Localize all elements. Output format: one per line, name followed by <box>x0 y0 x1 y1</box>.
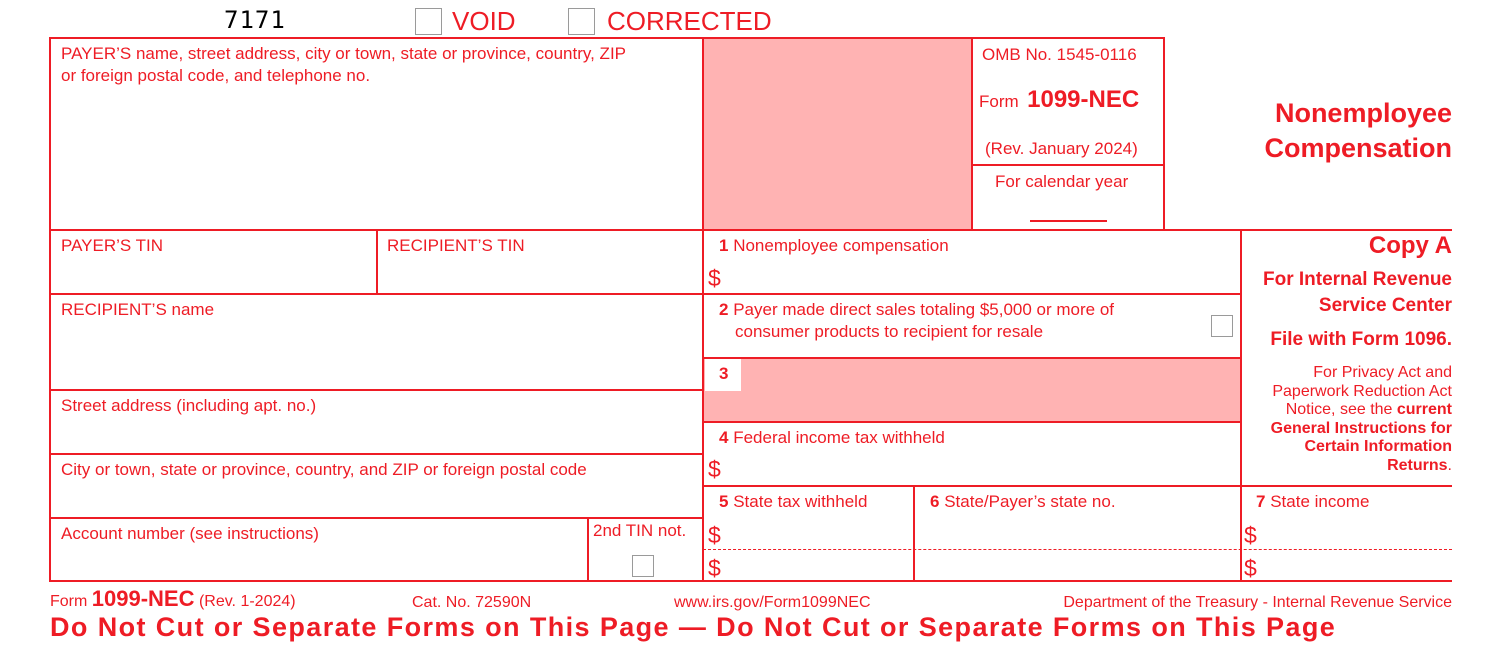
footer-form-id: Form 1099-NEC (Rev. 1-2024) <box>50 586 296 611</box>
shaded-area-top <box>704 39 972 231</box>
box5-state-tax-field-1[interactable] <box>728 518 911 548</box>
payer-tin-label: PAYER’S TIN <box>61 236 164 255</box>
calendar-year-label: For calendar year <box>995 172 1129 191</box>
box2-label: 2 Payer made direct sales totaling $5,000 or more of consumer products to recipient for resale <box>719 300 1115 341</box>
recipient-tin-label: RECIPIENT’S TIN <box>387 236 525 255</box>
box5-dollar-sign-1: $ <box>708 522 721 548</box>
copy-a-title: Copy A <box>1368 232 1452 259</box>
form-heading: Nonemployee Compensation <box>1264 98 1452 163</box>
corrected-label: CORRECTED <box>607 6 772 36</box>
box4-federal-tax-withheld-field[interactable] <box>728 452 1238 483</box>
recipient-name-label: RECIPIENT’S name <box>61 300 215 319</box>
second-tin-label: 2nd TIN not. <box>593 521 687 540</box>
box7-label: 7 State income <box>1256 492 1370 511</box>
corrected-checkbox[interactable] <box>568 8 595 35</box>
account-number-label: Account number (see instructions) <box>61 524 319 543</box>
city-state-zip-field[interactable] <box>51 482 701 516</box>
privacy-act-notice: For Privacy Act and Paperwork Reduction Act Notice, see the current General Instructions for Certain Information Returns. <box>1270 364 1452 474</box>
second-tin-checkbox[interactable] <box>632 555 654 577</box>
catalog-number: Cat. No. 72590N <box>412 594 532 611</box>
box5-label: 5 State tax withheld <box>719 492 868 511</box>
void-label: VOID <box>452 6 516 36</box>
omb-number: OMB No. 1545-0116 <box>982 45 1137 64</box>
box7-dollar-sign-1: $ <box>1244 522 1257 548</box>
recipient-tin-field[interactable] <box>378 258 701 292</box>
irs-url: www.irs.gov/Form1099NEC <box>674 594 871 611</box>
box6-label: 6 State/Payer’s state no. <box>930 492 1116 511</box>
box7-state-income-field-1[interactable] <box>1264 518 1452 548</box>
box4-label: 4 Federal income tax withheld <box>719 428 945 447</box>
box1-label: 1 Nonemployee compensation <box>719 236 949 255</box>
box5-dollar-sign-2: $ <box>708 555 721 581</box>
box6-state-payer-no-field-1[interactable] <box>916 518 1238 548</box>
form-revision: (Rev. January 2024) <box>985 139 1138 158</box>
box7-dollar-sign-2: $ <box>1244 555 1257 581</box>
city-state-zip-label: City or town, state or province, country, and ZIP or foreign postal code <box>61 460 587 479</box>
do-not-cut-warning: Do Not Cut or Separate Forms on This Page — Do Not Cut or Separate Forms on This Page <box>50 612 1337 642</box>
form-title: Form 1099-NEC <box>979 86 1140 113</box>
box6-state-payer-no-field-2[interactable] <box>916 551 1238 579</box>
box7-state-income-field-2[interactable] <box>1264 551 1452 579</box>
payer-info-field[interactable] <box>51 90 701 228</box>
box5-state-tax-field-2[interactable] <box>728 551 911 579</box>
account-number-field[interactable] <box>51 546 586 579</box>
payer-tin-field[interactable] <box>51 258 375 292</box>
shaded-area-box3 <box>704 359 1241 422</box>
form-code: 7171 <box>224 6 286 34</box>
box1-dollar-sign: $ <box>708 265 721 291</box>
file-with-form-1096: File with Form 1096. <box>1270 329 1452 350</box>
copy-a-irs-center: For Internal Revenue Service Center <box>1263 269 1452 316</box>
box2-direct-sales-checkbox[interactable] <box>1211 315 1233 337</box>
recipient-name-field[interactable] <box>51 322 701 388</box>
department-name: Department of the Treasury - Internal Revenue Service <box>1063 594 1452 611</box>
calendar-year-field[interactable] <box>1030 196 1107 220</box>
box3-label: 3 <box>719 364 729 383</box>
box1-nonemployee-compensation-field[interactable] <box>728 262 1238 292</box>
void-checkbox[interactable] <box>415 8 442 35</box>
street-address-label: Street address (including apt. no.) <box>61 396 317 415</box>
payer-info-label: PAYER’S name, street address, city or town, state or province, country, ZIP or foreign postal code, and telephone no. <box>61 44 627 85</box>
box4-dollar-sign: $ <box>708 456 721 482</box>
street-address-field[interactable] <box>51 418 701 452</box>
